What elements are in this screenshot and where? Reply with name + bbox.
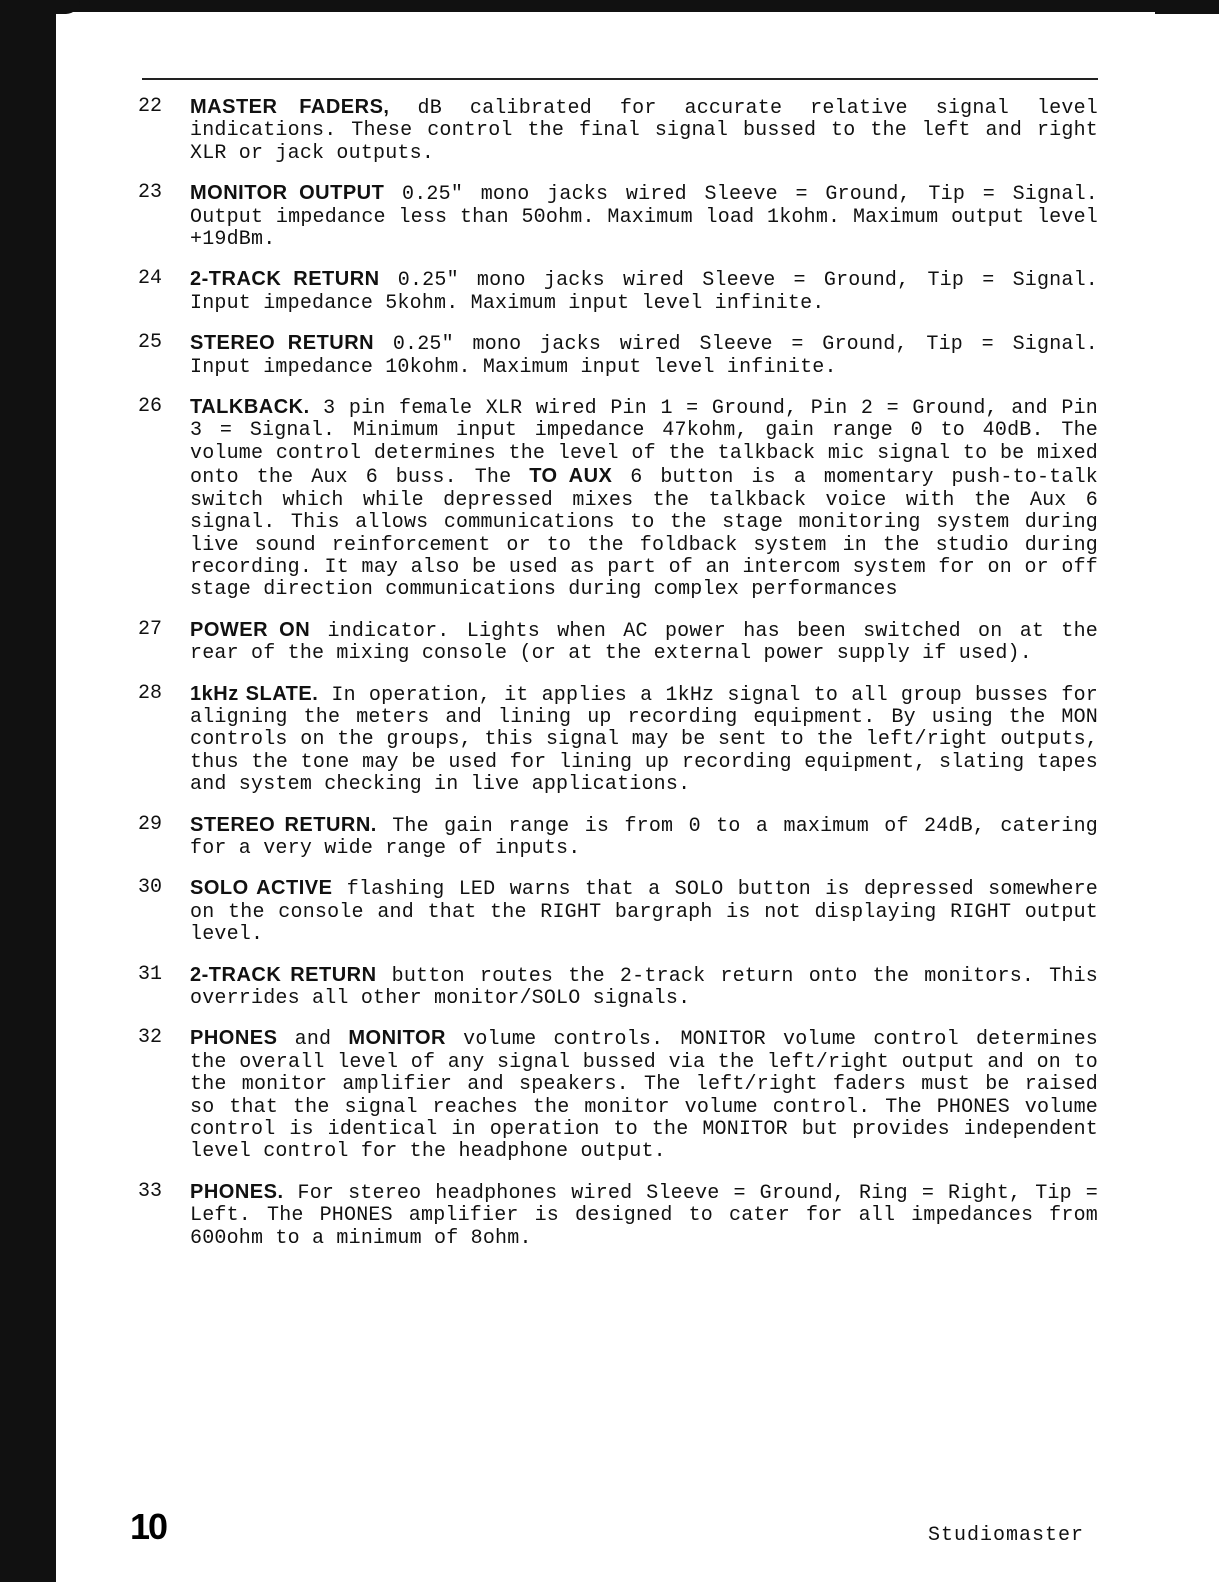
list-item (138, 964, 1098, 1011)
item-heading: POWER ON (190, 618, 311, 641)
item-text (190, 964, 1098, 1011)
item-heading: PHONES (190, 1027, 278, 1050)
item-body: 0.25" mono jacks wired Sleeve = Ground, Tip = Signal. Input impedance 5kohm. Maximum input level infinite. (190, 269, 1098, 315)
list-item (138, 1027, 1098, 1163)
list-item (138, 814, 1098, 861)
item-heading: 2-TRACK RETURN (190, 268, 380, 291)
item-body: For stereo headphones wired Sleeve = Ground, Ring = Right, Tip = Left. The PHONES amplifier is designed to cater for all impedances from 600ohm to a minimum of 8ohm. (190, 1181, 1098, 1250)
list-item (138, 877, 1098, 946)
item-number: 33 (138, 1179, 163, 1203)
list-item (138, 1181, 1098, 1250)
item-number: 30 (138, 876, 163, 900)
item-number: 31 (138, 962, 163, 986)
item-number: 26 (138, 395, 163, 419)
item-number: 23 (138, 181, 163, 205)
item-body: and (277, 1028, 349, 1052)
item-text (190, 268, 1098, 315)
item-heading: SOLO ACTIVE (190, 877, 333, 900)
item-text (190, 332, 1098, 379)
item-body: The gain range is from 0 to a maximum of 24dB, catering for a very wide range of inputs. (190, 814, 1098, 860)
item-heading: PHONES. (190, 1180, 284, 1203)
item-heading: STEREO RETURN. (190, 813, 377, 836)
item-number: 32 (138, 1026, 163, 1050)
list-item (138, 332, 1098, 379)
item-text (190, 877, 1098, 946)
item-number: 22 (138, 95, 163, 118)
header-rule (142, 78, 1098, 80)
item-heading-inline: TO AUX (529, 465, 613, 488)
item-body: indicator. Lights when AC power has been switched on at the rear of the mixing console (or at the external power supply if used). (190, 619, 1098, 666)
item-body: 0.25" mono jacks wired Sleeve = Ground, Tip = Signal. Input impedance 10kohm. Maximum input level infinite. (190, 333, 1099, 379)
item-text (190, 619, 1098, 666)
list-item (138, 96, 1098, 165)
item-text (190, 1027, 1098, 1163)
item-text (190, 1181, 1098, 1250)
item-heading: MONITOR OUTPUT (190, 182, 385, 205)
item-heading: MASTER FADERS, (190, 96, 390, 118)
item-heading: 2-TRACK RETURN (190, 963, 377, 986)
item-text (190, 683, 1098, 797)
item-body: dB calibrated for accurate relative signal level indications. These control the final signal bussed to the left and right XLR or jack outputs. (190, 97, 1098, 165)
list-item (138, 268, 1098, 315)
item-number: 25 (138, 331, 163, 355)
item-body-continued: 6 button is a momentary push-to-talk switch which while depressed mixes the talkback voice with the Aux 6 signal. This allows communications to the stage monitoring system during live sound reinforcement or to the foldback system in the studio during recording. It may also be used as part of an intercom system for on or off stage direction communications during complex performances (190, 466, 1098, 602)
scan-left-edge (0, 0, 56, 1582)
item-list (138, 96, 1098, 1267)
scan-top-edge (60, 0, 1219, 12)
item-heading: STEREO RETURN (190, 332, 375, 355)
item-heading: 1kHz SLATE. (190, 682, 319, 705)
item-number: 24 (138, 267, 163, 291)
item-text (190, 96, 1098, 165)
item-number: 27 (138, 617, 163, 641)
list-item (138, 182, 1098, 251)
item-heading-inline: MONITOR (348, 1027, 446, 1050)
item-body-continued: volume controls. MONITOR volume control determines the overall level of any signal bussed via the left/right output and on to the monitor amplifier and speakers. The left/right faders must be raised so that the signal reaches the monitor volume control. The PHONES volume control is identical in operation to the MONITOR but provides independent level control for the headphone output. (190, 1028, 1098, 1164)
list-item (138, 396, 1098, 602)
list-item (138, 619, 1098, 666)
list-item (138, 683, 1098, 797)
item-body: button routes the 2-track return onto the monitors. This overrides all other monitor/SOLO signals. (190, 964, 1098, 1010)
item-number: 29 (138, 812, 163, 836)
scan-right-edge (1155, 0, 1219, 14)
item-text (190, 814, 1098, 861)
item-body: 3 pin female XLR wired Pin 1 = Ground, Pin 2 = Ground, and Pin 3 = Signal. Minimum input impedance 47kohm, gain range 0 to 40dB. The volume control determines the level of the talkback mic signal to be mixed onto the Aux 6 buss. The (190, 397, 1098, 490)
item-body: In operation, it applies a 1kHz signal to all group busses for aligning the meters and lining up recording equipment. By using the MON controls on the groups, this signal may be sent to the left/right outputs, thus the tone may be used for lining up recording equipment, slating tapes and system checking in live applications. (190, 683, 1098, 797)
item-heading: TALKBACK. (190, 396, 310, 419)
item-text (190, 182, 1098, 251)
item-body: 0.25" mono jacks wired Sleeve = Ground, Tip = Signal. Output impedance less than 50ohm. Maximum load 1kohm. Maximum output level +19dBm. (190, 183, 1098, 252)
item-number: 28 (138, 681, 163, 705)
item-text (190, 396, 1098, 602)
item-body: flashing LED warns that a SOLO button is depressed somewhere on the console and that the RIGHT bargraph is not displaying RIGHT output level. (190, 878, 1098, 947)
page-number: 10 (130, 1506, 167, 1547)
footer-brand: Studiomaster (928, 1524, 1085, 1547)
